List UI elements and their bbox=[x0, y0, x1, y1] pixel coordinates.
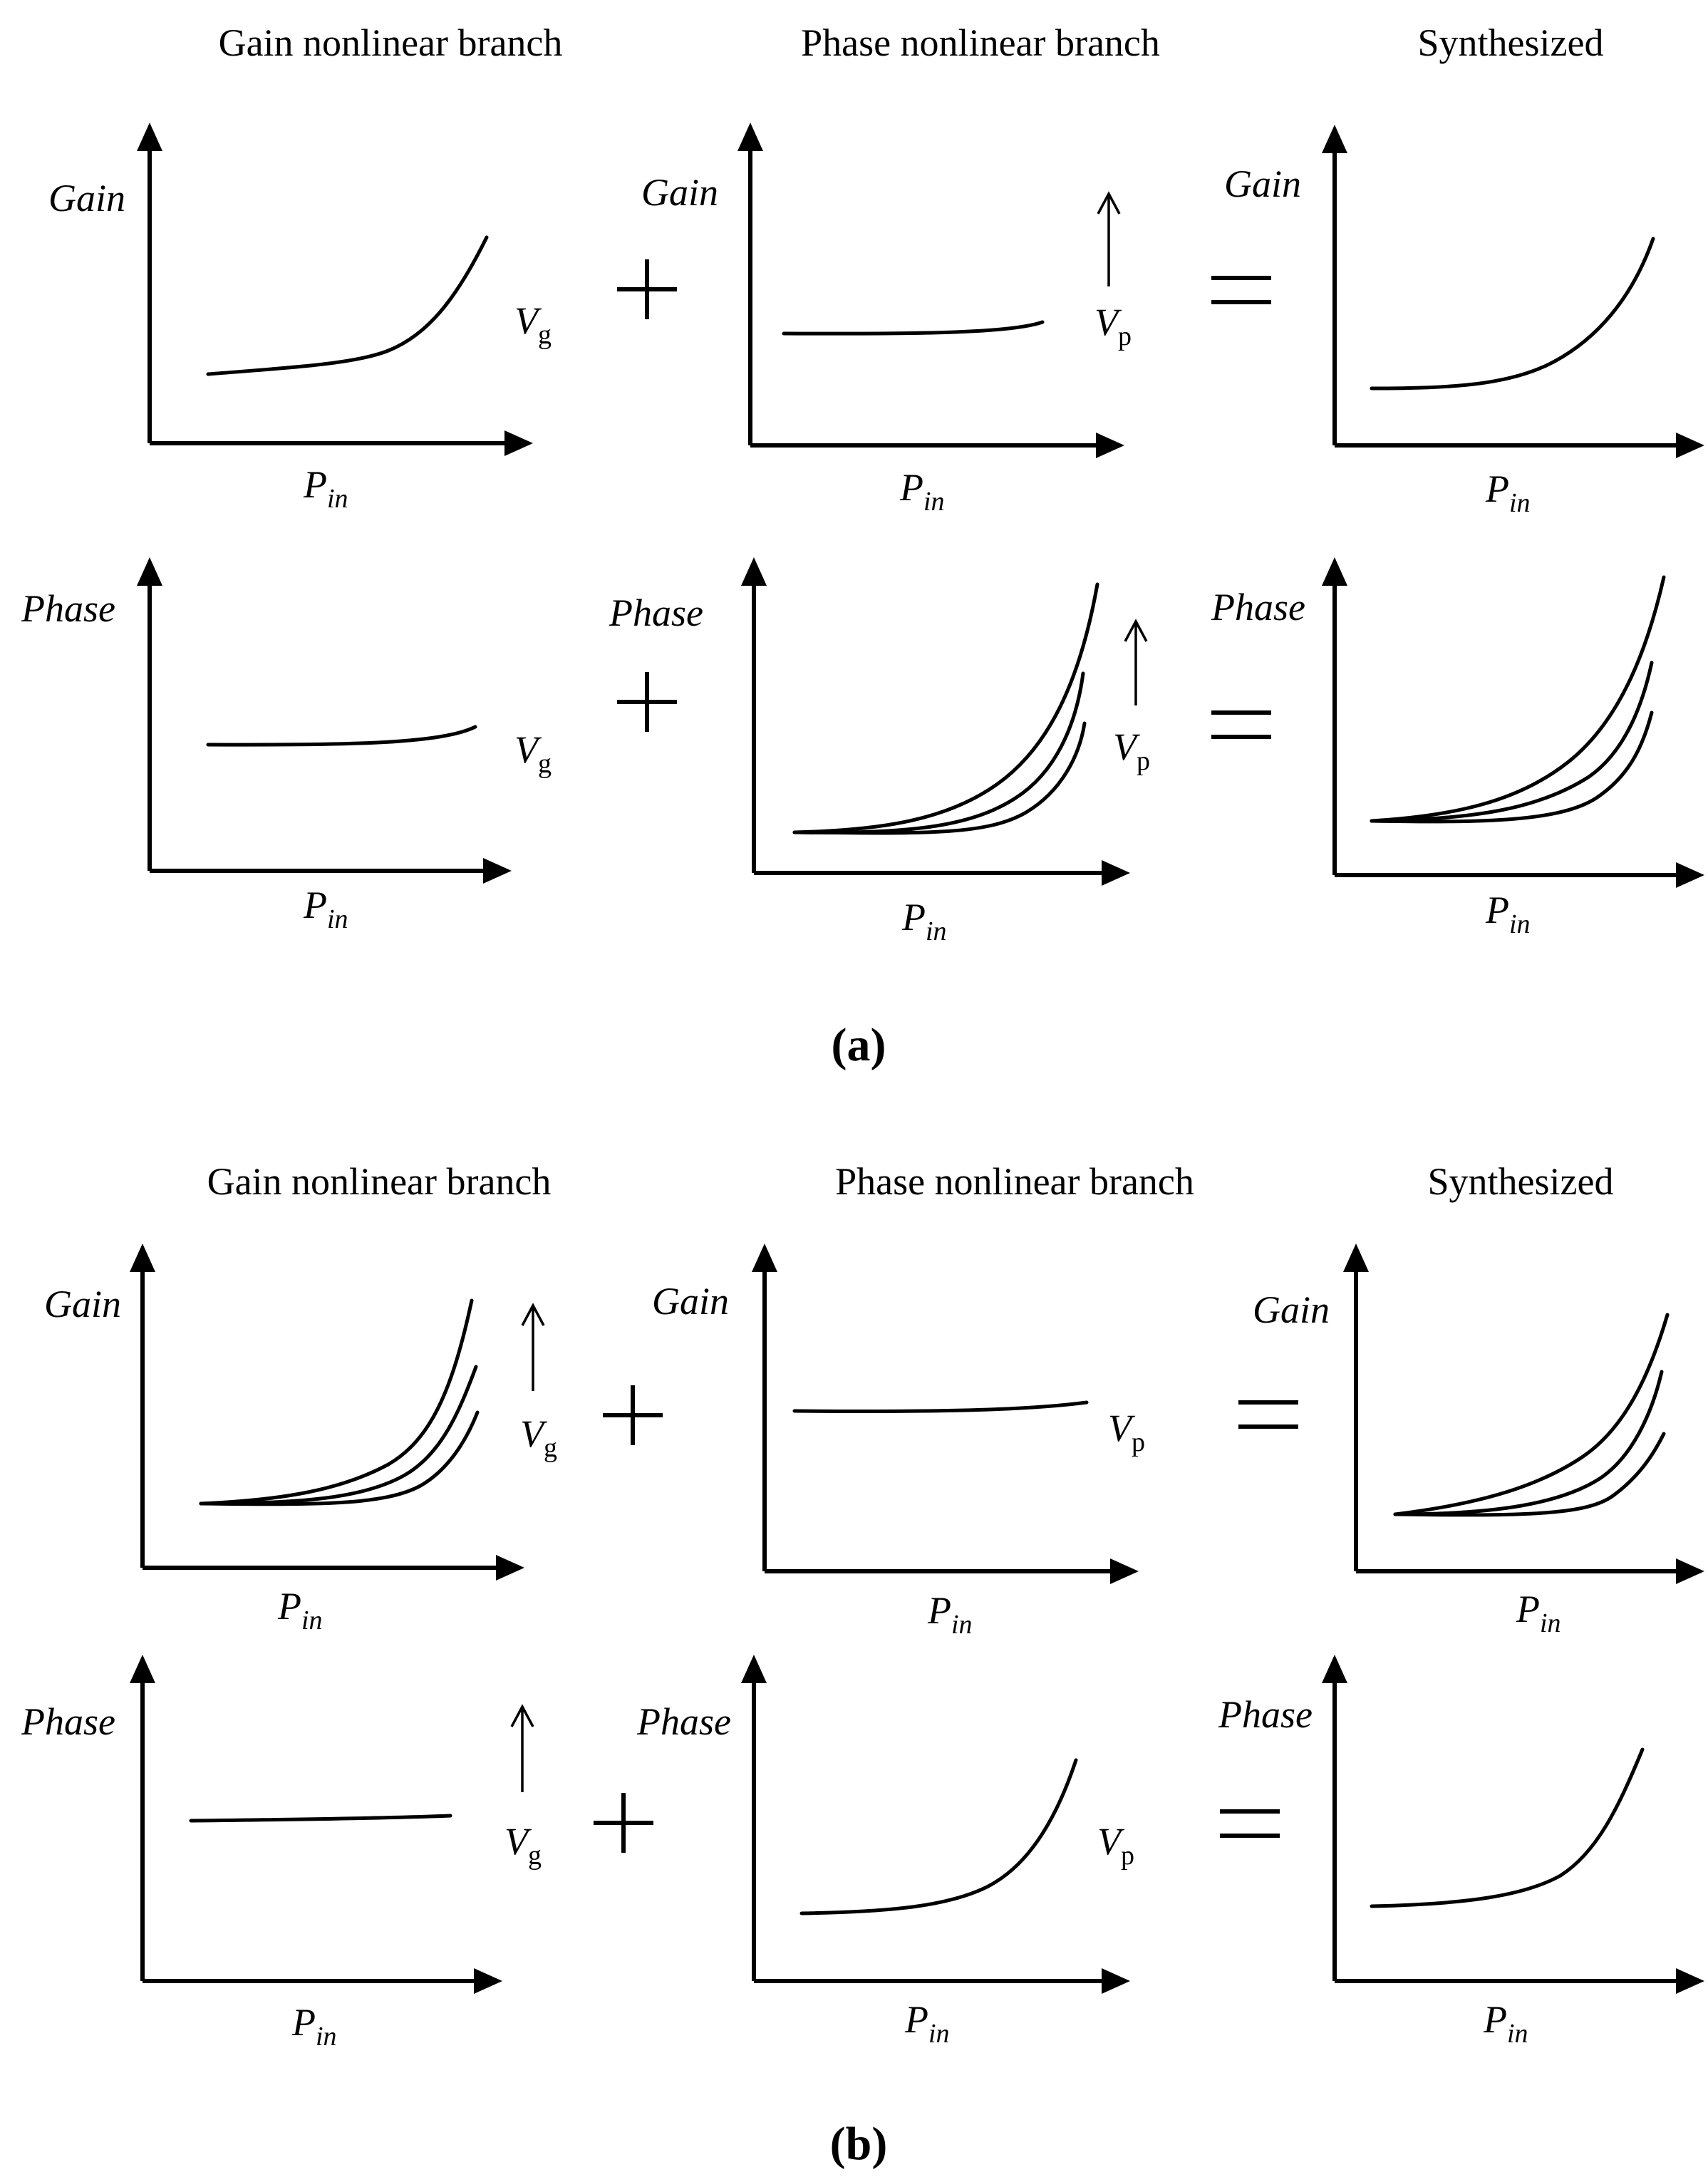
flat-phase-curve bbox=[208, 727, 475, 745]
caption-a: (a) bbox=[831, 1019, 886, 1071]
phase-curve-1 bbox=[1372, 577, 1664, 821]
panel-b bbox=[21, 1160, 1704, 2170]
plot-b-gain-gainbranch bbox=[44, 1243, 557, 1635]
y-axis-arrowhead bbox=[741, 1655, 767, 1683]
gain-curve bbox=[1372, 239, 1653, 388]
x-axis-label: $P_{in}$ bbox=[905, 1998, 950, 2049]
equals-sign bbox=[1211, 278, 1271, 302]
x-axis-label: $P_{in}$ bbox=[1486, 467, 1531, 518]
axes bbox=[1335, 1678, 1683, 1981]
x-axis-arrowhead bbox=[474, 1968, 502, 1994]
y-axis-arrowhead bbox=[137, 123, 162, 151]
y-axis-arrowhead bbox=[752, 1243, 777, 1272]
equals-sign bbox=[1211, 713, 1271, 737]
caption-b: (b) bbox=[829, 2118, 888, 2170]
equals-sign bbox=[1238, 1402, 1298, 1427]
x-axis-label: $P_{in}$ bbox=[1484, 1998, 1528, 2049]
x-axis-arrowhead bbox=[1676, 433, 1704, 458]
axes bbox=[754, 581, 1109, 873]
header-gain-branch: Gain nonlinear branch bbox=[218, 21, 563, 64]
axes bbox=[150, 581, 490, 871]
x-axis-arrowhead bbox=[1676, 1968, 1704, 1994]
x-axis-label: $P_{in}$ bbox=[278, 1585, 323, 1635]
phase-curve-3 bbox=[1372, 713, 1652, 822]
vp-label: $V_p$ bbox=[1094, 301, 1132, 351]
plot-a-phase-synth bbox=[1211, 557, 1704, 939]
plus-sign bbox=[617, 259, 677, 319]
x-axis-arrowhead bbox=[1096, 433, 1124, 458]
x-axis-arrowhead bbox=[1676, 1558, 1704, 1584]
plot-b-phase-gainbranch bbox=[21, 1655, 542, 2052]
x-axis-label: $P_{in}$ bbox=[292, 2001, 337, 2052]
y-axis-label: Phase bbox=[637, 1700, 731, 1743]
x-axis-arrowhead bbox=[1676, 862, 1704, 888]
plot-b-gain-phasebranch bbox=[652, 1243, 1145, 1640]
y-axis-label: Gain bbox=[1253, 1288, 1330, 1331]
y-axis-label: Gain bbox=[44, 1283, 121, 1325]
y-axis-label: Phase bbox=[609, 591, 703, 634]
x-axis-arrowhead bbox=[1102, 1968, 1130, 1994]
y-axis-arrowhead bbox=[1322, 125, 1347, 153]
y-axis-label: Phase bbox=[21, 1700, 115, 1743]
y-axis-label: Phase bbox=[1218, 1693, 1313, 1736]
y-axis-arrowhead bbox=[137, 557, 162, 586]
x-axis-label: $P_{in}$ bbox=[304, 884, 348, 934]
plus-sign bbox=[617, 672, 677, 732]
axes bbox=[1356, 1267, 1683, 1571]
x-axis-arrowhead bbox=[1102, 860, 1130, 886]
vg-label: $V_g$ bbox=[514, 299, 552, 350]
x-axis-label: $P_{in}$ bbox=[928, 1589, 973, 1640]
y-axis-arrowhead bbox=[737, 123, 763, 151]
plot-a-gain-synth bbox=[1224, 125, 1704, 518]
plus-operator-a1 bbox=[617, 259, 677, 319]
y-axis-label: Phase bbox=[1211, 586, 1305, 629]
header-phase-branch: Phase nonlinear branch bbox=[835, 1160, 1194, 1203]
x-axis-arrowhead bbox=[496, 1555, 524, 1581]
axes bbox=[143, 1678, 481, 1981]
panel-a bbox=[21, 21, 1704, 1071]
x-axis-label: $P_{in}$ bbox=[1486, 889, 1531, 939]
plus-sign bbox=[594, 1793, 653, 1853]
gain-curve-3 bbox=[201, 1412, 477, 1504]
vg-label: $V_g$ bbox=[520, 1412, 557, 1463]
axes bbox=[1335, 148, 1683, 445]
equals-operator-a2 bbox=[1211, 713, 1271, 737]
y-axis-label: Phase bbox=[21, 587, 115, 630]
y-axis-label: Gain bbox=[652, 1280, 729, 1323]
vg-up-arrow-icon bbox=[522, 1305, 544, 1391]
y-axis-arrowhead bbox=[1322, 557, 1347, 586]
plot-a-gain-phasebranch bbox=[641, 123, 1132, 517]
plus-operator-a2 bbox=[617, 672, 677, 732]
plus-sign bbox=[603, 1385, 663, 1445]
y-axis-arrowhead bbox=[130, 1243, 155, 1272]
x-axis-arrowhead bbox=[504, 430, 533, 456]
gain-curve-1 bbox=[201, 1300, 472, 1504]
plot-a-gain-gainbranch bbox=[48, 123, 552, 514]
y-axis-label: Gain bbox=[641, 171, 718, 214]
plot-b-phase-phasebranch bbox=[636, 1655, 1134, 2049]
axes bbox=[750, 146, 1103, 445]
phase-curve-1 bbox=[795, 584, 1097, 832]
phase-curve-2 bbox=[795, 673, 1083, 832]
y-axis-arrowhead bbox=[741, 557, 767, 586]
equals-operator-a1 bbox=[1211, 278, 1271, 302]
flat-phase-curve bbox=[191, 1816, 450, 1821]
axes bbox=[754, 1678, 1109, 1981]
axes bbox=[150, 146, 512, 443]
y-axis-label: Gain bbox=[48, 177, 125, 219]
header-gain-branch: Gain nonlinear branch bbox=[207, 1160, 552, 1203]
plot-b-gain-synth bbox=[1253, 1243, 1704, 1638]
x-axis-label: $P_{in}$ bbox=[900, 466, 945, 517]
plus-operator-b1 bbox=[603, 1385, 663, 1445]
y-axis-arrowhead bbox=[130, 1655, 155, 1683]
phase-curve-2 bbox=[1372, 663, 1652, 821]
vp-up-arrow-icon bbox=[1125, 621, 1147, 705]
vg-label: $V_g$ bbox=[504, 1820, 542, 1871]
vg-up-arrow-icon bbox=[512, 1707, 533, 1792]
phase-curve bbox=[1372, 1749, 1642, 1906]
vg-label: $V_g$ bbox=[514, 728, 552, 779]
header-synthesized: Synthesized bbox=[1427, 1160, 1614, 1203]
vp-label: $V_p$ bbox=[1113, 725, 1150, 776]
x-axis-label: $P_{in}$ bbox=[902, 896, 947, 946]
plot-a-phase-phasebranch bbox=[609, 557, 1150, 946]
flat-gain-curve bbox=[784, 322, 1042, 333]
x-axis-label: $P_{in}$ bbox=[1516, 1588, 1561, 1638]
axes bbox=[143, 1267, 503, 1568]
equals-operator-b2 bbox=[1220, 1811, 1280, 1836]
y-axis-arrowhead bbox=[1322, 1655, 1347, 1683]
x-axis-arrowhead bbox=[483, 858, 512, 884]
axes bbox=[765, 1267, 1117, 1571]
flat-gain-curve bbox=[795, 1402, 1087, 1412]
x-axis-label: $P_{in}$ bbox=[304, 463, 348, 514]
header-phase-branch: Phase nonlinear branch bbox=[801, 21, 1160, 64]
y-axis-arrowhead bbox=[1343, 1243, 1369, 1272]
plot-b-phase-synth bbox=[1218, 1655, 1704, 2049]
x-axis-arrowhead bbox=[1110, 1558, 1139, 1584]
gain-curve bbox=[208, 237, 487, 374]
gain-curve-2 bbox=[1395, 1372, 1662, 1514]
equals-sign bbox=[1220, 1811, 1280, 1836]
plot-a-phase-gainbranch bbox=[21, 557, 552, 934]
y-axis-label: Gain bbox=[1224, 162, 1301, 205]
header-synthesized: Synthesized bbox=[1417, 21, 1604, 64]
vp-label: $V_p$ bbox=[1108, 1407, 1145, 1457]
vp-up-arrow-icon bbox=[1098, 194, 1119, 286]
phase-curve bbox=[802, 1760, 1076, 1913]
plus-operator-b2 bbox=[594, 1793, 653, 1853]
equals-operator-b1 bbox=[1238, 1402, 1298, 1427]
vp-label: $V_p$ bbox=[1097, 1820, 1134, 1871]
